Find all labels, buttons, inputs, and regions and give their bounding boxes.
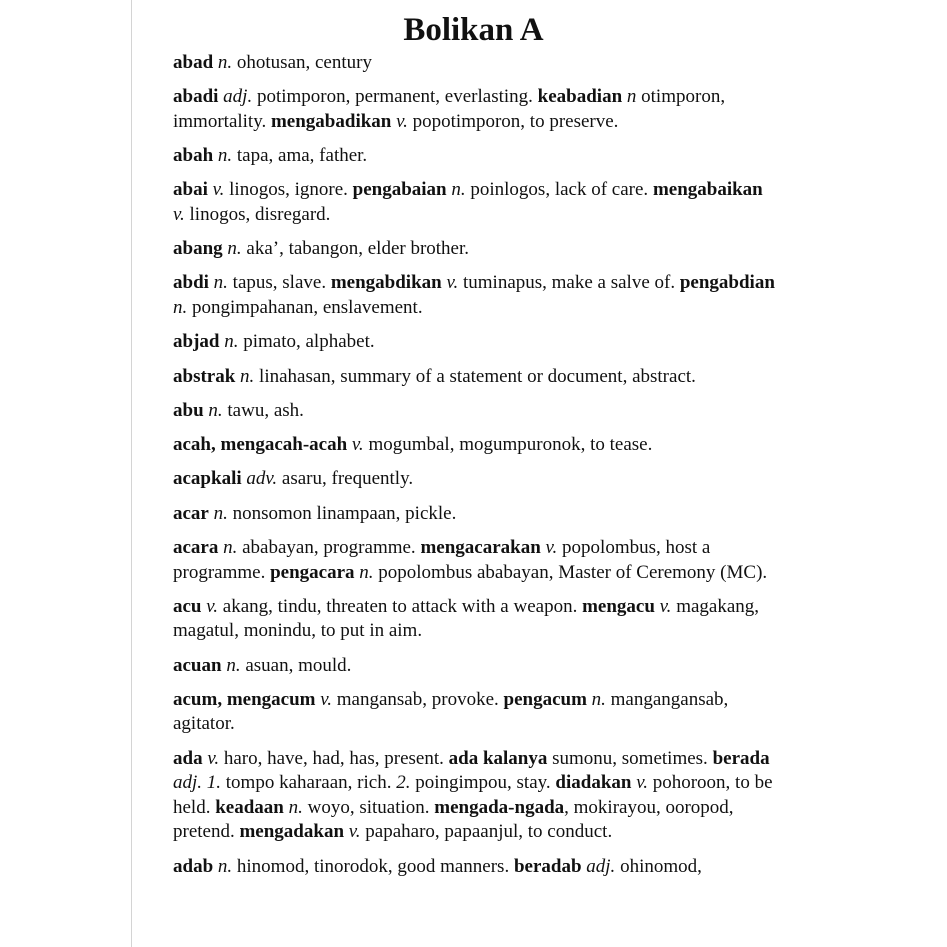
definition-text: popolombus, host a programme. xyxy=(173,537,711,583)
headword: acapkali xyxy=(173,468,242,490)
dictionary-entry xyxy=(173,237,778,262)
part-of-speech: n. xyxy=(217,855,233,877)
part-of-speech: adj. 1. xyxy=(173,772,222,794)
headword: mengabadikan xyxy=(270,110,392,132)
part-of-speech: n. xyxy=(217,145,233,167)
dictionary-entry xyxy=(173,855,778,880)
definition-text: magakang, magatul, monindu, to put in aim. xyxy=(173,595,760,642)
headword: mengacarakan xyxy=(420,537,541,559)
definition-text: asuan, mould. xyxy=(240,654,352,676)
part-of-speech: n xyxy=(626,86,637,108)
part-of-speech: v. xyxy=(173,203,185,225)
headword: abdi xyxy=(173,272,209,294)
headword: mengabdikan xyxy=(330,272,442,294)
headword: diadakan xyxy=(555,772,632,794)
part-of-speech: n. xyxy=(213,502,228,524)
definition-text: papaharo, papaanjul, to conduct. xyxy=(360,821,613,843)
part-of-speech: v. xyxy=(545,537,558,559)
definition-text: akang, tindu, threaten to attack with a weapon. xyxy=(218,595,583,617)
definition-text: poinlogos, lack of care. xyxy=(465,179,653,201)
headword: pengabaian xyxy=(352,179,447,201)
entry-list xyxy=(173,51,778,889)
headword: mengada-ngada xyxy=(434,796,565,818)
headword: beradab xyxy=(513,855,582,877)
part-of-speech: n. xyxy=(226,654,241,676)
definition-text: potimporon, permanent, everlasting. xyxy=(252,86,538,108)
definition-text: hinomod, tinorodok, good manners. xyxy=(232,855,514,877)
dictionary-entry xyxy=(173,536,778,585)
headword: pengacara xyxy=(270,561,355,583)
definition-text: linogos, ignore. xyxy=(224,179,353,201)
definition-text: aka’, tabangon, elder brother. xyxy=(241,238,470,260)
dictionary-entry xyxy=(173,271,778,320)
definition-text: tuminapus, make a salve of. xyxy=(458,272,680,294)
definition-text: pohoroon, to be held. xyxy=(173,772,773,818)
dictionary-entry xyxy=(173,365,778,390)
dictionary-entry xyxy=(173,399,778,424)
headword: acara xyxy=(173,537,219,559)
headword: ada xyxy=(173,747,203,769)
definition-text: asaru, frequently. xyxy=(277,468,414,490)
headword: abad xyxy=(173,52,214,73)
dictionary-entry xyxy=(173,85,778,134)
definition-text: ababayan, programme. xyxy=(237,537,421,559)
definition-text: nonsomon linampaan, pickle. xyxy=(227,502,457,524)
part-of-speech: n. xyxy=(451,179,466,201)
headword: abadi xyxy=(173,86,219,108)
page-left-border xyxy=(131,0,132,947)
headword: pengabdian xyxy=(679,272,775,294)
part-of-speech: n. xyxy=(240,365,255,387)
part-of-speech: v. xyxy=(636,772,648,794)
headword: abah xyxy=(173,145,214,167)
part-of-speech: v. xyxy=(659,595,672,617)
dictionary-entry xyxy=(173,595,778,644)
definition-text: haro, have, had, has, present. xyxy=(219,747,449,769)
definition-text: popotimporon, to preserve. xyxy=(407,110,619,132)
headword: abstrak xyxy=(173,365,236,387)
dictionary-entry xyxy=(173,144,778,169)
dictionary-entry xyxy=(173,433,778,458)
definition-text: linahasan, summary of a statement or document, abstract. xyxy=(254,365,696,387)
part-of-speech: v. xyxy=(351,434,364,456)
part-of-speech: n. xyxy=(173,296,188,318)
part-of-speech: n. xyxy=(208,399,223,421)
headword: abjad xyxy=(173,331,220,353)
headword: keabadian xyxy=(537,86,623,108)
dictionary-entry xyxy=(173,467,778,492)
definition-text: , mokirayou, ooropod, pretend. xyxy=(173,796,734,843)
part-of-speech: n. xyxy=(591,688,606,710)
headword: acum, mengacum xyxy=(173,688,316,710)
part-of-speech: adj. xyxy=(223,86,253,108)
definition-text: tapa, ama, father. xyxy=(232,145,368,167)
definition-text: ohinomod, xyxy=(615,855,702,877)
definition-text: ohotusan, century xyxy=(232,52,372,73)
headword: acu xyxy=(173,595,202,617)
dictionary-entry xyxy=(173,747,778,845)
dictionary-entry xyxy=(173,51,778,76)
definition-text: woyo, situation. xyxy=(302,796,435,818)
definition-text: sumonu, sometimes. xyxy=(547,747,713,769)
headword: abai xyxy=(173,179,208,201)
headword: adab xyxy=(173,855,214,877)
definition-text: otimporon, immortality. xyxy=(173,86,726,132)
part-of-speech: n. xyxy=(224,331,239,353)
part-of-speech: adv. xyxy=(246,468,278,490)
part-of-speech: n. xyxy=(223,537,238,559)
definition-text: mogumbal, mogumpuronok, to tease. xyxy=(363,434,653,456)
dictionary-entry xyxy=(173,654,778,679)
definition-text: popolombus ababayan, Master of Ceremony (MC). xyxy=(373,561,768,583)
headword: mengadakan xyxy=(239,821,345,843)
part-of-speech: n. xyxy=(213,272,228,294)
part-of-speech: n. xyxy=(227,238,242,260)
definition-text: pongimpahanan, enslavement. xyxy=(187,296,423,318)
dictionary-entry xyxy=(173,502,778,527)
part-of-speech: n. xyxy=(288,796,303,818)
headword: mengabaikan xyxy=(652,179,763,201)
headword: acah, mengacah-acah xyxy=(173,434,348,456)
definition-text: linogos, disregard. xyxy=(184,203,331,225)
part-of-speech: v. xyxy=(348,821,361,843)
headword: mengacu xyxy=(582,595,655,617)
definition-text: tawu, ash. xyxy=(222,399,304,421)
definition-text: tompo kaharaan, rich. xyxy=(221,772,397,794)
definition-text: poingimpou, stay. xyxy=(410,772,556,794)
definition-text: mangansab, provoke. xyxy=(332,688,504,710)
part-of-speech: v. xyxy=(320,688,333,710)
part-of-speech: adj. xyxy=(586,855,616,877)
part-of-speech: n. xyxy=(359,561,374,583)
headword: acar xyxy=(173,502,209,524)
definition-text: tapus, slave. xyxy=(227,272,331,294)
part-of-speech: v. xyxy=(212,179,225,201)
headword: ada kalanya xyxy=(448,747,548,769)
dictionary-entry xyxy=(173,688,778,737)
dictionary-entry xyxy=(173,178,778,227)
part-of-speech: v. xyxy=(207,747,220,769)
part-of-speech: n. xyxy=(217,52,233,73)
definition-text: pimato, alphabet. xyxy=(238,331,375,353)
definition-text: mangangansab, agitator. xyxy=(173,688,729,735)
headword: abu xyxy=(173,399,204,421)
headword: keadaan xyxy=(215,796,284,818)
dictionary-entry xyxy=(173,330,778,355)
part-of-speech: v. xyxy=(446,272,459,294)
headword: pengacum xyxy=(503,688,587,710)
headword: abang xyxy=(173,238,223,260)
headword: berada xyxy=(712,747,770,769)
part-of-speech: v. xyxy=(396,110,408,132)
part-of-speech: v. xyxy=(206,595,219,617)
page-title: Bolikan A xyxy=(403,12,544,48)
part-of-speech: 2. xyxy=(396,772,411,794)
headword: acuan xyxy=(173,654,222,676)
